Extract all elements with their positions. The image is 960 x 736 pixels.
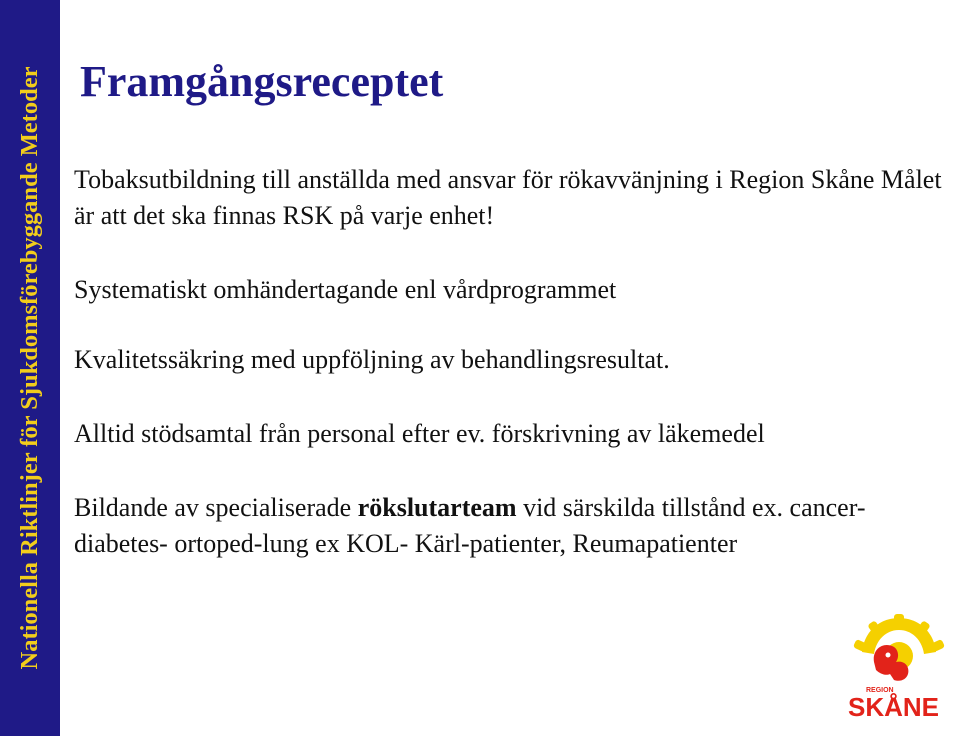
- paragraph-part: vid särskilda tillstånd ex. cancer- diabetes- ortoped-lung ex KOL- Kärl-patienter, Reumapatienter: [74, 493, 866, 558]
- page-title: Framgångsreceptet: [80, 57, 444, 106]
- sidebar: [0, 0, 60, 736]
- emphasis-rokslutarteam: rökslutarteam: [357, 493, 517, 522]
- region-skane-logo: [844, 612, 954, 722]
- logo-small-text: REGION: [866, 687, 894, 694]
- paragraph-tobaksutbildning: Tobaksutbildning till anställda med ansvar för rökavvänjning i Region Skåne Målet är att det ska finnas RSK på varje enhet!: [74, 165, 942, 230]
- paragraph-systematiskt: Systematiskt omhändertagande enl vårdprogrammet: [74, 275, 617, 304]
- paragraph-stodsamtal: Alltid stödsamtal från personal efter ev. förskrivning av läkemedel: [74, 419, 765, 448]
- paragraph-part: Bildande av specialiserade: [74, 493, 358, 522]
- paragraph-rokslutarteam: [74, 490, 944, 562]
- sidebar-title: Nationella Riktlinjer för Sjukdomsförebyggande Metoder: [16, 66, 43, 670]
- logo-main-text: SKÅNE: [848, 692, 940, 722]
- griffin-logo-icon: [844, 612, 954, 722]
- paragraph-kvalitetssakring: Kvalitetssäkring med uppföljning av behandlingsresultat.: [74, 345, 670, 374]
